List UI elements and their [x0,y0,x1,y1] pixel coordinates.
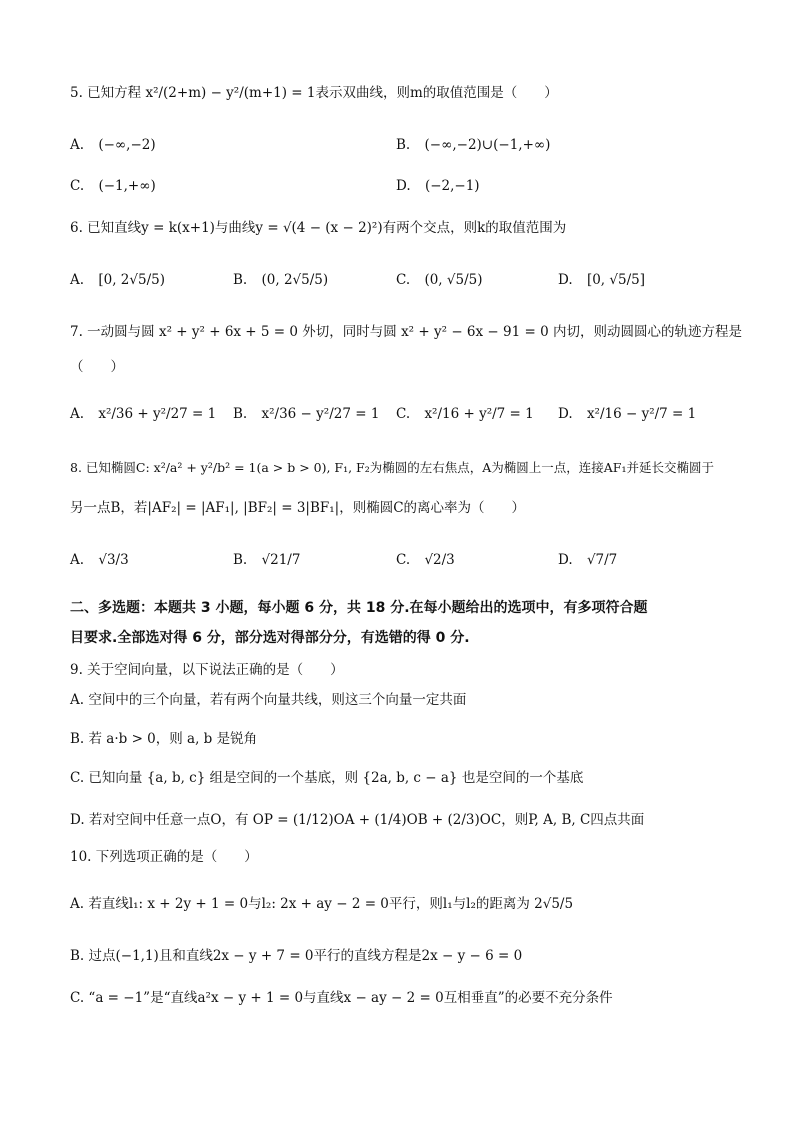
option-text: x²/36 − y²/27 = 1 [261,406,380,422]
question-7-option-a [70,404,216,424]
question-5-option-b [396,135,550,155]
option-text: [0, 2√5/5) [98,272,165,288]
option-label: A. [70,272,85,288]
question-9-option-d: D. 若对空间中任意一点O，有 OP = (1/12)OA + (1/4)OB + (2/3)OC，则P, A, B, C四点共面 [70,812,645,828]
question-9-option-c: C. 已知向量 {a, b, c} 组是空间的一个基底，则 {2a, b, c − a} 也是空间的一个基底 [70,770,584,786]
option-label: B. [396,137,411,153]
question-10-stem: 10. 下列选项正确的是（ ） [70,849,258,865]
question-8-option-a [70,550,129,570]
section-2-heading-line-1: 二、多选题：本题共 3 小题，每小题 6 分，共 18 分.在每小题给出的选项中，有多项符合题 [70,600,648,616]
question-7-option-d [558,404,696,424]
option-text: (−2,−1) [424,178,480,194]
option-label: C. [396,272,411,288]
option-text: (−∞,−2)∪(−1,+∞) [424,137,551,153]
question-5-option-a [70,135,156,155]
question-5-option-c [70,176,156,196]
question-7-stem-line-2: （ ） [70,359,124,375]
option-label: C. [396,406,411,422]
option-text: x²/16 − y²/7 = 1 [586,406,697,422]
option-label: D. [396,178,411,194]
question-9-option-b: B. 若 a·b > 0，则 a, b 是锐角 [70,731,258,747]
question-6-option-c [396,270,482,290]
option-label: D. [558,406,573,422]
section-2-heading-line-2: 目要求.全部选对得 6 分，部分选对得部分分，有选错的得 0 分. [70,630,470,646]
option-label: B. [233,552,248,568]
option-text: (0, √5/5) [424,272,483,288]
question-8-option-b [233,550,300,570]
option-text: √7/7 [586,552,618,568]
option-text: x²/36 + y²/27 = 1 [98,406,217,422]
question-10-option-a: A. 若直线l₁: x + 2y + 1 = 0与l₂: 2x + ay − 2 = 0平行，则l₁与l₂的距离为 2√5/5 [70,896,574,912]
option-text: [0, √5/5] [586,272,645,288]
option-text: √3/3 [98,552,129,568]
question-9-option-a: A. 空间中的三个向量，若有两个向量共线，则这三个向量一定共面 [70,692,467,708]
option-label: C. [70,178,85,194]
option-label: B. [233,272,248,288]
question-6-option-a [70,270,165,290]
question-5-option-d [396,176,480,196]
question-8-option-c [396,550,455,570]
question-6-option-d [558,270,645,290]
option-label: A. [70,137,85,153]
question-10-option-b: B. 过点(−1,1)且和直线2x − y + 7 = 0平行的直线方程是2x − y − 6 = 0 [70,948,523,964]
option-label: A. [70,406,85,422]
option-text: √2/3 [424,552,455,568]
option-text: √21/7 [261,552,301,568]
question-6-stem: 6. 已知直线y = k(x+1)与曲线y = √(4 − (x − 2)²)有两个交点，则k的取值范围为 [70,220,567,236]
option-label: D. [558,272,573,288]
question-5-stem: 5. 已知方程 x²/(2+m) − y²/(m+1) = 1表示双曲线，则m的取值范围是（ ） [70,85,558,101]
question-10-option-c: C. “a = −1”是“直线a²x − y + 1 = 0与直线x − ay − 2 = 0互相垂直”的必要不充分条件 [70,990,613,1006]
option-text: (0, 2√5/5) [261,272,329,288]
option-text: x²/16 + y²/7 = 1 [424,406,534,422]
question-8-option-d [558,550,617,570]
option-label: A. [70,552,85,568]
option-text: (−∞,−2) [98,137,156,153]
option-text: (−1,+∞) [98,178,156,194]
option-label: B. [233,406,248,422]
question-7-option-b [233,404,379,424]
question-8-stem-line-1: 8. 已知椭圆C: x²/a² + y²/b² = 1(a > b > 0), F₁, F₂为椭圆的左右焦点，A为椭圆上一点，连接AF₁并延长交椭圆于 [70,460,714,475]
option-label: D. [558,552,573,568]
question-6-option-b [233,270,328,290]
question-8-stem-line-2: 另一点B，若|AF₂| = |AF₁|, |BF₂| = 3|BF₁|，则椭圆C的离心率为（ ） [70,500,526,516]
question-7-option-c [396,404,534,424]
question-9-stem: 9. 关于空间向量，以下说法正确的是（ ） [70,662,344,678]
option-label: C. [396,552,411,568]
question-7-stem-line-1: 7. 一动圆与圆 x² + y² + 6x + 5 = 0 外切，同时与圆 x² + y² − 6x − 91 = 0 内切，则动圆圆心的轨迹方程是 [70,324,742,340]
